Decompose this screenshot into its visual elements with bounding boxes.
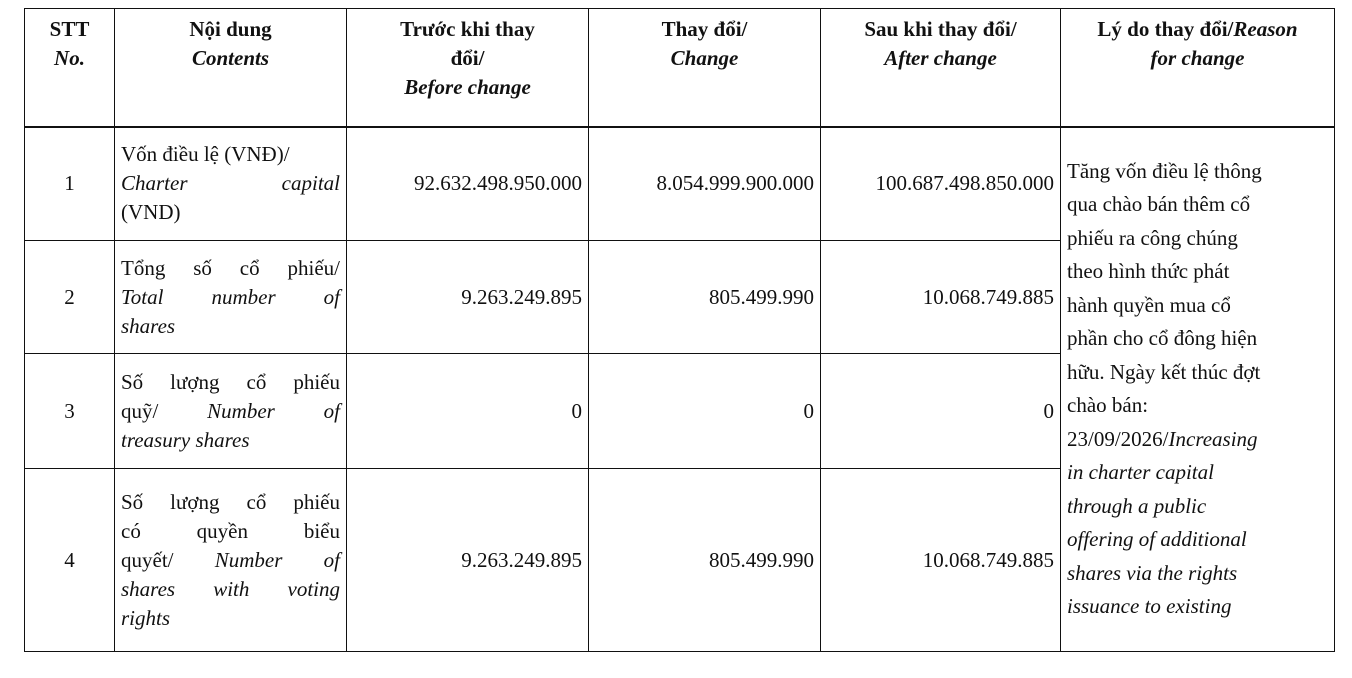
header-row	[25, 9, 1335, 127]
value-change: 805.499.990	[589, 469, 821, 652]
row-number: 2	[25, 241, 115, 354]
value-before: 92.632.498.950.000	[347, 127, 589, 241]
english-term: Number of	[214, 547, 340, 572]
value-after: 10.068.749.885	[821, 469, 1061, 652]
row-content: Tổng số cổ phiếu/ Total number of shares	[115, 241, 347, 354]
row-content: Vốn điều lệ (VNĐ)/ Charter capital (VND)	[115, 127, 347, 241]
capital-change-table	[24, 8, 1335, 652]
header-reason: Lý do thay đổi/Reason for change	[1061, 9, 1335, 127]
header-change: Thay đổi/ Change	[589, 9, 821, 127]
row-number: 1	[25, 127, 115, 241]
value-after: 10.068.749.885	[821, 241, 1061, 354]
value-before: 0	[347, 354, 589, 469]
row-content: Số lượng cổ phiếu quỹ/ Number of treasury shares	[115, 354, 347, 469]
header-after-change: Sau khi thay đổi/ After change	[821, 9, 1061, 127]
value-change: 8.054.999.900.000	[589, 127, 821, 241]
value-change: 0	[589, 354, 821, 469]
mixed-line: quỹ/ Number of	[121, 398, 340, 423]
row-number: 3	[25, 354, 115, 469]
value-change: 805.499.990	[589, 241, 821, 354]
header-stt: STT No.	[25, 9, 115, 127]
row-content: Số lượng cổ phiếu có quyền biểu quyết/ Number of shares with voting rights	[115, 469, 347, 652]
value-before: 9.263.249.895	[347, 469, 589, 652]
value-after: 0	[821, 354, 1061, 469]
english-term: Number of	[207, 398, 340, 423]
header-contents: Nội dung Contents	[115, 9, 347, 127]
reason-cell: Tăng vốn điều lệ thông qua chào bán thêm cổ phiếu ra công chúng theo hình thức phát hành quyền mua cổ phần cho cổ đông hiện hữu. Ngày kết thúc đợt chào bán: 23/09/2026/Increasing in charter capital through a public offering of additional shares via the rights issuance to existing	[1061, 127, 1335, 652]
header-before-change: Trước khi thay đổi/ Before change	[347, 9, 589, 127]
table-row	[25, 127, 1335, 241]
value-before: 9.263.249.895	[347, 241, 589, 354]
value-after: 100.687.498.850.000	[821, 127, 1061, 241]
row-number: 4	[25, 469, 115, 652]
